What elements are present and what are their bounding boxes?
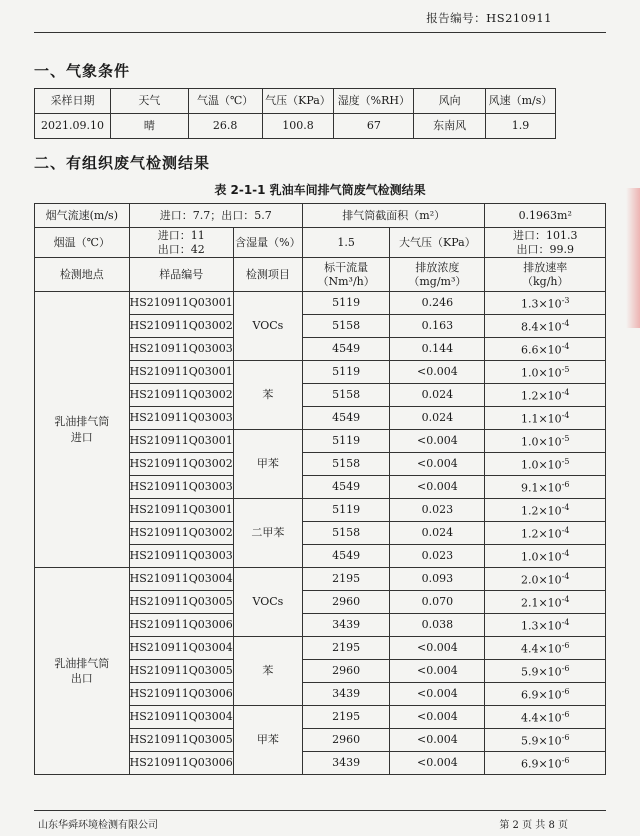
- weather-value-cell: 67: [334, 114, 414, 139]
- concentration-cell: 0.246: [390, 292, 485, 315]
- rate-times-ten: ×10: [538, 665, 562, 679]
- rate-times-ten: ×10: [538, 550, 562, 564]
- col-concentration: [390, 258, 485, 292]
- sample-id-cell: HS210911Q03005: [129, 660, 233, 683]
- test-item-cell: VOCs: [233, 568, 302, 637]
- flow-cell: 5119: [302, 499, 389, 522]
- rate-times-ten: ×10: [538, 527, 562, 541]
- flow-speed-label: 烟气流速(m/s): [35, 204, 130, 228]
- flow-cell: 5119: [302, 361, 389, 384]
- footer-divider: [34, 810, 606, 811]
- rate-cell: [485, 476, 606, 499]
- col-location: 检测地点: [35, 258, 130, 292]
- rate-times-ten: ×10: [538, 458, 562, 472]
- weather-header-cell: 采样日期: [35, 89, 111, 114]
- rate-mantissa: 1.2: [520, 389, 539, 403]
- col-concentration-title: 排放浓度: [415, 261, 460, 275]
- weather-header-cell: 气压（KPa）: [262, 89, 334, 114]
- table-row: [35, 568, 606, 591]
- report-number: 报告编号：HS210911: [426, 11, 552, 25]
- rate-times-ten: ×10: [538, 366, 562, 380]
- location-name: 乳油排气筒: [54, 415, 110, 429]
- rate-exponent: -4: [561, 548, 570, 558]
- rate-cell: [485, 706, 606, 729]
- rate-mantissa: 2.0: [520, 573, 539, 587]
- temp-value: [129, 228, 233, 258]
- rate-exponent: -6: [561, 640, 570, 650]
- col-flow-title: 标干流量: [324, 261, 369, 275]
- meta-row-flow: [35, 204, 606, 228]
- section-emission-title: 二、有组织废气检测结果: [34, 154, 211, 172]
- rate-exponent: -4: [561, 387, 570, 397]
- concentration-cell: <0.004: [390, 361, 485, 384]
- col-flow: [302, 258, 389, 292]
- weather-header-cell: 风向: [414, 89, 486, 114]
- rate-mantissa: 5.9: [520, 665, 539, 679]
- sample-id-cell: HS210911Q03004: [129, 568, 233, 591]
- temp-label: 烟温（℃）: [35, 228, 130, 258]
- rate-mantissa: 6.6: [520, 343, 539, 357]
- weather-value-cell: 100.8: [262, 114, 334, 139]
- rate-times-ten: ×10: [538, 619, 562, 633]
- pressure-outlet: 出口：99.9: [516, 242, 574, 256]
- col-rate: [485, 258, 606, 292]
- table-caption: 表 2-1-1 乳油车间排气筒废气检测结果: [214, 183, 426, 197]
- sample-id-cell: HS210911Q03004: [129, 706, 233, 729]
- rate-cell: [485, 614, 606, 637]
- flow-cell: 5158: [302, 315, 389, 338]
- emission-results-table: [34, 203, 606, 775]
- test-item-cell: 苯: [233, 637, 302, 706]
- rate-times-ten: ×10: [538, 711, 562, 725]
- sample-id-cell: HS210911Q03005: [129, 729, 233, 752]
- rate-mantissa: 4.4: [520, 711, 539, 725]
- concentration-cell: 0.024: [390, 384, 485, 407]
- rate-cell: [485, 683, 606, 706]
- weather-value-cell: 1.9: [486, 114, 556, 139]
- sample-id-cell: HS210911Q03002: [129, 315, 233, 338]
- meta-row-temp: [35, 228, 606, 258]
- concentration-cell: 0.023: [390, 499, 485, 522]
- rate-times-ten: ×10: [538, 573, 562, 587]
- page-number: 第 2 页 共 8 页: [499, 820, 568, 831]
- sample-id-cell: HS210911Q03003: [129, 407, 233, 430]
- flow-cell: 2195: [302, 637, 389, 660]
- test-item-cell: 苯: [233, 361, 302, 430]
- sample-id-cell: HS210911Q03006: [129, 614, 233, 637]
- flow-cell: 4549: [302, 338, 389, 361]
- concentration-cell: <0.004: [390, 706, 485, 729]
- concentration-cell: <0.004: [390, 476, 485, 499]
- weather-value-cell: 晴: [110, 114, 188, 139]
- rate-cell: [485, 499, 606, 522]
- rate-times-ten: ×10: [538, 504, 562, 518]
- rate-exponent: -4: [561, 502, 570, 512]
- col-rate-unit: （kg/h）: [521, 274, 569, 288]
- weather-header-cell: 风速（m/s）: [486, 89, 556, 114]
- sample-id-cell: HS210911Q03001: [129, 499, 233, 522]
- rate-mantissa: 5.9: [520, 734, 539, 748]
- company-name: 山东华舜环境检测有限公司: [38, 820, 158, 831]
- rate-cell: [485, 522, 606, 545]
- rate-mantissa: 6.9: [520, 757, 539, 771]
- concentration-cell: 0.024: [390, 522, 485, 545]
- sample-id-cell: HS210911Q03005: [129, 591, 233, 614]
- rate-exponent: -6: [561, 755, 570, 765]
- flow-cell: 5158: [302, 522, 389, 545]
- section-weather-title: 一、气象条件: [34, 62, 131, 80]
- test-item-cell: 甲苯: [233, 430, 302, 499]
- concentration-cell: <0.004: [390, 430, 485, 453]
- col-concentration-unit: （mg/m³）: [408, 274, 467, 288]
- table-row: [35, 292, 606, 315]
- rate-exponent: -6: [561, 732, 570, 742]
- rate-exponent: -4: [561, 410, 570, 420]
- rate-cell: [485, 752, 606, 775]
- rate-exponent: -3: [561, 295, 570, 305]
- rate-exponent: -4: [561, 594, 570, 604]
- flow-cell: 5119: [302, 292, 389, 315]
- flow-cell: 2195: [302, 568, 389, 591]
- rate-times-ten: ×10: [538, 642, 562, 656]
- sample-id-cell: HS210911Q03001: [129, 292, 233, 315]
- concentration-cell: <0.004: [390, 637, 485, 660]
- concentration-cell: <0.004: [390, 660, 485, 683]
- rate-cell: [485, 637, 606, 660]
- flow-cell: 3439: [302, 752, 389, 775]
- concentration-cell: 0.163: [390, 315, 485, 338]
- concentration-cell: <0.004: [390, 752, 485, 775]
- rate-cell: [485, 545, 606, 568]
- rate-mantissa: 1.3: [520, 619, 539, 633]
- flow-cell: 3439: [302, 614, 389, 637]
- temp-inlet: 进口：11: [157, 229, 205, 243]
- col-rate-title: 排放速率: [523, 261, 568, 275]
- flow-cell: 4549: [302, 407, 389, 430]
- rate-mantissa: 1.0: [520, 366, 539, 380]
- rate-mantissa: 9.1: [520, 481, 539, 495]
- sample-id-cell: HS210911Q03003: [129, 476, 233, 499]
- weather-header-cell: 气温（℃）: [188, 89, 262, 114]
- stack-area-value: 0.1963m²: [485, 204, 606, 228]
- rate-exponent: -4: [561, 341, 570, 351]
- weather-value-cell: 东南风: [414, 114, 486, 139]
- location-cell: [35, 568, 130, 775]
- rate-cell: [485, 315, 606, 338]
- sample-id-cell: HS210911Q03003: [129, 338, 233, 361]
- weather-value-cell: 26.8: [188, 114, 262, 139]
- rate-times-ten: ×10: [538, 596, 562, 610]
- header-divider: [34, 32, 606, 33]
- sample-id-cell: HS210911Q03004: [129, 637, 233, 660]
- pressure-value: [485, 228, 606, 258]
- rate-cell: [485, 453, 606, 476]
- rate-exponent: -6: [561, 709, 570, 719]
- rate-times-ten: ×10: [538, 734, 562, 748]
- flow-cell: 5119: [302, 430, 389, 453]
- weather-header-cell: 湿度（%RH）: [334, 89, 414, 114]
- rate-cell: [485, 338, 606, 361]
- rate-exponent: -6: [561, 686, 570, 696]
- rate-times-ten: ×10: [538, 481, 562, 495]
- flow-cell: 2960: [302, 660, 389, 683]
- column-header-row: [35, 258, 606, 292]
- rate-exponent: -4: [561, 617, 570, 627]
- sample-id-cell: HS210911Q03002: [129, 384, 233, 407]
- rate-mantissa: 1.2: [520, 527, 539, 541]
- weather-table: [34, 88, 556, 139]
- location-cell: [35, 292, 130, 568]
- moisture-value: 1.5: [302, 228, 389, 258]
- seal-edge: [626, 188, 640, 328]
- concentration-cell: 0.093: [390, 568, 485, 591]
- rate-cell: [485, 361, 606, 384]
- concentration-cell: <0.004: [390, 683, 485, 706]
- test-item-cell: 二甲苯: [233, 499, 302, 568]
- weather-value-cell: 2021.09.10: [35, 114, 111, 139]
- sample-id-cell: HS210911Q03002: [129, 522, 233, 545]
- rate-exponent: -5: [561, 456, 570, 466]
- rate-exponent: -5: [561, 364, 570, 374]
- rate-mantissa: 1.0: [520, 550, 539, 564]
- rate-mantissa: 1.0: [520, 458, 539, 472]
- sample-id-cell: HS210911Q03001: [129, 430, 233, 453]
- rate-cell: [485, 430, 606, 453]
- flow-cell: 2960: [302, 729, 389, 752]
- rate-times-ten: ×10: [538, 320, 562, 334]
- flow-cell: 5158: [302, 453, 389, 476]
- rate-times-ten: ×10: [538, 757, 562, 771]
- flow-cell: 2195: [302, 706, 389, 729]
- col-flow-unit: （Nm³/h）: [317, 274, 375, 288]
- concentration-cell: 0.024: [390, 407, 485, 430]
- rate-cell: [485, 292, 606, 315]
- location-position: 进口: [70, 430, 93, 444]
- rate-exponent: -4: [561, 571, 570, 581]
- test-item-cell: VOCs: [233, 292, 302, 361]
- concentration-cell: <0.004: [390, 729, 485, 752]
- concentration-cell: 0.144: [390, 338, 485, 361]
- rate-mantissa: 8.4: [520, 320, 539, 334]
- location-name: 乳油排气筒: [54, 656, 110, 670]
- weather-value-row: [35, 114, 556, 139]
- flow-cell: 2960: [302, 591, 389, 614]
- rate-mantissa: 2.1: [520, 596, 539, 610]
- rate-cell: [485, 729, 606, 752]
- rate-exponent: -4: [561, 318, 570, 328]
- test-item-cell: 甲苯: [233, 706, 302, 775]
- location-position: 出口: [70, 672, 93, 685]
- rate-cell: [485, 591, 606, 614]
- temp-outlet: 出口：42: [157, 242, 205, 256]
- rate-times-ten: ×10: [538, 297, 562, 311]
- rate-times-ten: ×10: [538, 343, 562, 357]
- rate-mantissa: 1.3: [520, 297, 539, 311]
- flow-cell: 3439: [302, 683, 389, 706]
- rate-times-ten: ×10: [538, 688, 562, 702]
- pressure-inlet: 进口：101.3: [512, 229, 578, 243]
- concentration-cell: 0.023: [390, 545, 485, 568]
- rate-exponent: -4: [561, 525, 570, 535]
- pressure-label: 大气压（KPa）: [390, 228, 485, 258]
- concentration-cell: 0.070: [390, 591, 485, 614]
- concentration-cell: 0.038: [390, 614, 485, 637]
- rate-exponent: -6: [561, 479, 570, 489]
- stack-area-label: 排气筒截面积（m²）: [302, 204, 485, 228]
- rate-cell: [485, 660, 606, 683]
- moisture-label: 含湿量（%）: [233, 228, 302, 258]
- flow-cell: 5158: [302, 384, 389, 407]
- sample-id-cell: HS210911Q03006: [129, 752, 233, 775]
- rate-times-ten: ×10: [538, 389, 562, 403]
- rate-mantissa: 1.1: [520, 412, 539, 426]
- weather-header-cell: 天气: [110, 89, 188, 114]
- weather-header-row: [35, 89, 556, 114]
- col-item: 检测项目: [233, 258, 302, 292]
- rate-times-ten: ×10: [538, 412, 562, 426]
- sample-id-cell: HS210911Q03003: [129, 545, 233, 568]
- concentration-cell: <0.004: [390, 453, 485, 476]
- rate-mantissa: 6.9: [520, 688, 539, 702]
- rate-cell: [485, 384, 606, 407]
- rate-exponent: -6: [561, 663, 570, 673]
- rate-exponent: -5: [561, 433, 570, 443]
- flow-cell: 4549: [302, 476, 389, 499]
- sample-id-cell: HS210911Q03001: [129, 361, 233, 384]
- rate-mantissa: 1.2: [520, 504, 539, 518]
- rate-cell: [485, 407, 606, 430]
- col-sample: 样品编号: [129, 258, 233, 292]
- flow-cell: 4549: [302, 545, 389, 568]
- rate-mantissa: 4.4: [520, 642, 539, 656]
- sample-id-cell: HS210911Q03006: [129, 683, 233, 706]
- rate-mantissa: 1.0: [520, 435, 539, 449]
- rate-times-ten: ×10: [538, 435, 562, 449]
- sample-id-cell: HS210911Q03002: [129, 453, 233, 476]
- flow-speed-value: 进口：7.7；出口：5.7: [129, 204, 302, 228]
- rate-cell: [485, 568, 606, 591]
